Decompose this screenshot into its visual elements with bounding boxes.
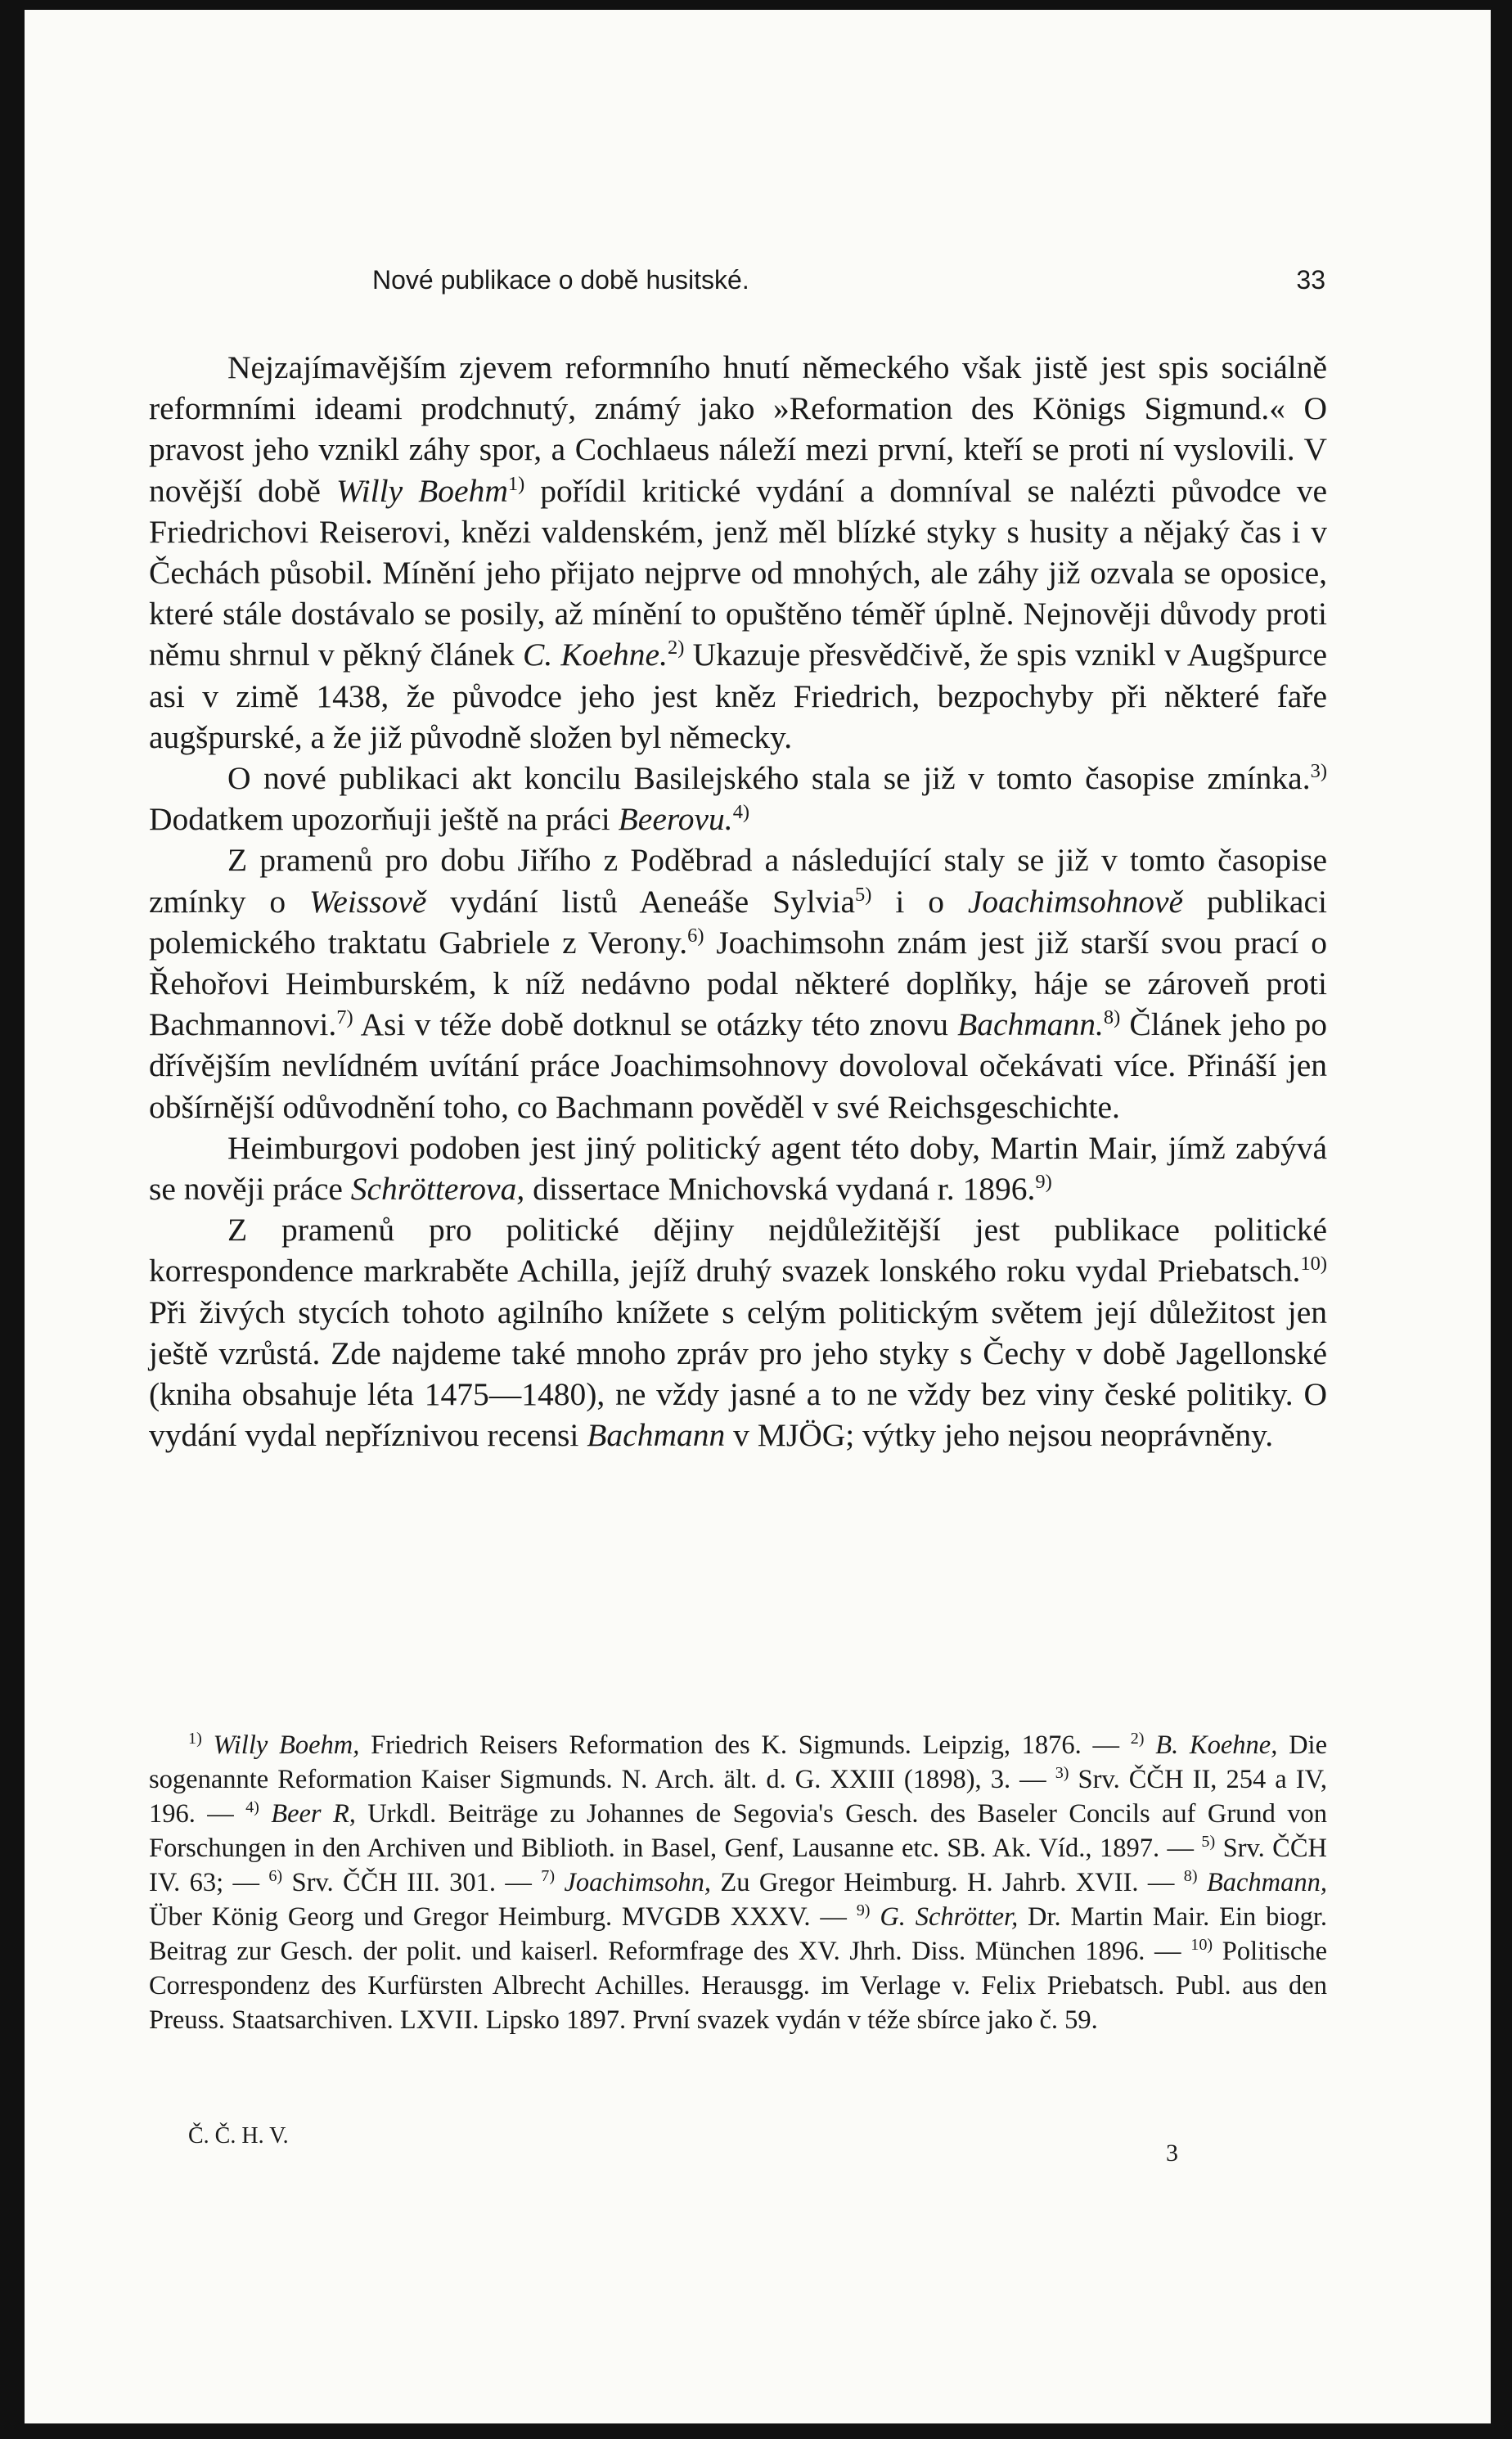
text-run: pořídil kritické vydání a domníval se nalézti původce ve Friedrichovi Reiserovi, knězi valdenském, jenž měl blízké styky s husity a nějaký čas i v Čechách působil. Mínění jeho přijato nejprve od mnohých, ale záhy již ozvala se oposice, které stále dostávalo se posily, až mínění to opuštěno téměř úplně. Nejnověji důvody proti němu shrnul v pěkný článek	[149, 472, 1328, 673]
main-text	[149, 347, 1327, 1456]
footnote-ref: 8)	[1103, 1006, 1121, 1029]
text-run: Z pramenů pro politické dějiny nejdůležitější jest publikace politické korrespondence markraběte Achilla, jejíž druhý svazek lonského roku vydal Priebatsch.	[149, 1212, 1327, 1289]
paragraph-3	[149, 839, 1327, 1127]
footnote-marker: 9)	[856, 1901, 871, 1920]
footnote-text: Über König Georg und Gregor Heimburg. MVGDB XXXV. —	[149, 1902, 857, 1932]
author-name: C. Koehne.	[522, 637, 668, 673]
footnote-text: Friedrich Reisers Reformation des K. Sigmunds. Leipzig, 1876. —	[359, 1730, 1131, 1760]
footnote-marker: 4)	[245, 1798, 259, 1817]
text-run: Ukazuje přesvědčivě, že spis vznikl v Augšpurce asi v zimě 1438, že původce jeho jest kněz Friedrich, bezpochyby při některé faře augšpurské, a že již původně složen byl německy.	[149, 637, 1327, 755]
paragraph-5	[149, 1209, 1327, 1456]
author-name: Bachmann.	[957, 1006, 1104, 1043]
author-name: Willy Boehm,	[213, 1730, 360, 1760]
footnote-ref: 5)	[855, 883, 872, 906]
footnote-marker: 3)	[1055, 1764, 1069, 1783]
footnote-ref: 2)	[667, 637, 685, 659]
footnote-marker: 5)	[1201, 1833, 1216, 1852]
author-name: Schrötterova,	[350, 1171, 525, 1208]
author-name: Beerovu.	[618, 801, 733, 838]
footnote-block	[149, 1728, 1327, 2037]
paragraph-1	[149, 347, 1327, 758]
text-run: Článek jeho po dřívějším nevlídném uvítání práce Joachimsohnovy dovoloval očekávati více. Přináší jen obšírnější odůvodnění toho, co Bachmann pověděl v své Reichsgeschichte.	[149, 1006, 1327, 1125]
text-run: Při živých stycích tohoto agilního knížete s celým politickým světem její důležitost jen ještě vzrůstá. Zde najdeme také mnoho zpráv pro jeho styky s Čechy v době Jagellonské (kniha obsahuje léta 1475—1480), ne vždy jasné a to ne vždy bez viny české politiky. O vydání vydal nepříznivou recensi	[149, 1294, 1327, 1454]
author-name: B. Koehne,	[1155, 1730, 1278, 1760]
paragraph-2	[149, 758, 1327, 839]
footnote-ref: 1)	[507, 472, 525, 495]
author-name: Bachmann,	[1206, 1868, 1328, 1897]
footnote-text: Urkdl. Beiträge zu Johannes de Segovia's Gesch. des Baseler Concils auf Grund von Forschungen in den Archiven und Biblioth. in Basel, Genf, Lausanne etc. SB. Ak. Víd., 1897. —	[149, 1799, 1327, 1863]
footnote-marker: 2)	[1130, 1730, 1145, 1748]
text-run: i o	[871, 883, 968, 920]
footnotes	[149, 1728, 1327, 2037]
footnote-text: Srv. ČČH IV. 63; —	[149, 1834, 1327, 1897]
text-run: v MJÖG; výtky jeho nejsou neoprávněny.	[725, 1417, 1274, 1454]
footnote-marker: 1)	[188, 1730, 202, 1748]
page-number: 33	[1296, 265, 1325, 295]
footnote-ref: 9)	[1035, 1170, 1052, 1193]
text-run: Asi v téže době dotknul se otázky této znovu	[353, 1006, 958, 1043]
footnote-text: Die sogenannte Reformation Kaiser Sigmunds. N. Arch. ält. d. G. XXIII (1898), 3. —	[149, 1730, 1327, 1794]
footnote-text: Srv. ČČH II, 254 a IV, 196. —	[149, 1765, 1327, 1829]
page	[25, 10, 1491, 2423]
running-title: Nové publikace o době husitské.	[372, 265, 749, 295]
footnote-text: Dr. Martin Mair. Ein biogr. Beitrag zur Gesch. der polit. und kaiserl. Reformfrage des XV. Jhrh. Diss. München 1896. —	[149, 1902, 1328, 1966]
printer-signature	[188, 2123, 1334, 2167]
text-run: Joachimsohn znám jest již starší svou prací o Řehořovi Heimburském, k níž nedávno podal některé doplňky, háje se zároveň proti Bachmannovi.	[149, 924, 1327, 1043]
footnote-marker: 6)	[268, 1867, 283, 1886]
text-run: publikaci polemického traktatu Gabriele z Verony.	[149, 883, 1327, 961]
running-header	[147, 265, 1325, 295]
footnote-ref: 10)	[1300, 1253, 1327, 1276]
author-name: Willy Boehm	[335, 472, 508, 509]
paragraph-4	[149, 1127, 1327, 1209]
footnote-text: Srv. ČČH III. 301. —	[282, 1868, 542, 1897]
author-name: Joachimsohnově	[967, 883, 1184, 920]
text-run: Z pramenů pro dobu Jiřího z Poděbrad a následující staly se již v tomto časopise zmínky o	[149, 842, 1327, 920]
footnote-ref: 3)	[1310, 759, 1327, 782]
footnote-marker: 10)	[1190, 1936, 1213, 1955]
text-run: Nejzajímavějším zjevem reformního hnutí německého však jistě jest spis sociálně reformními ideami prodchnutý, známý jako »Reformation des Königs Sigmund.« O pravost jeho vznikl záhy spor, a Cochlaeus náleží mezi první, kteří se proti ní vyslovili. V novější době	[149, 349, 1327, 509]
footnote-marker: 8)	[1183, 1867, 1198, 1886]
text-run: Dodatkem upozorňuji ještě na práci	[149, 801, 619, 838]
author-name: Weissově	[309, 883, 427, 920]
footnote-text: Zu Gregor Heimburg. H. Jahrb. XVII. —	[711, 1868, 1184, 1897]
sheet-number: 3	[1166, 2140, 1178, 2167]
footnote-ref: 7)	[336, 1006, 353, 1029]
signature-mark: Č. Č. H. V.	[188, 2123, 289, 2149]
text-run: vydání listů Aeneáše Sylvia	[426, 883, 856, 920]
footnote-marker: 7)	[541, 1867, 556, 1886]
author-name: G. Schrötter,	[880, 1902, 1019, 1932]
text-run: Heimburgovi podoben jest jiný politický agent této doby, Martin Mair, jímž zabývá se nověji práce	[149, 1129, 1327, 1208]
footnote-ref: 6)	[687, 924, 704, 947]
text-run: dissertace Mnichovská vydaná r. 1896.	[524, 1171, 1036, 1208]
author-name: Bachmann	[587, 1417, 726, 1454]
text-run: O nové publikaci akt koncilu Basilejského stala se již v tomto časopise zmínka.	[227, 760, 1311, 797]
author-name: Beer R,	[271, 1799, 356, 1829]
footnote-ref: 4)	[732, 801, 750, 824]
footnote-text: Politische Correspondenz des Kurfürsten Albrecht Achilles. Herausgg. im Verlage v. Felix Priebatsch. Publ. aus den Preuss. Staatsarchiven. LXVII. Lipsko 1897. První svazek vydán v téže sbírce jako č. 59.	[149, 1937, 1327, 2035]
author-name: Joachimsohn,	[564, 1868, 712, 1897]
